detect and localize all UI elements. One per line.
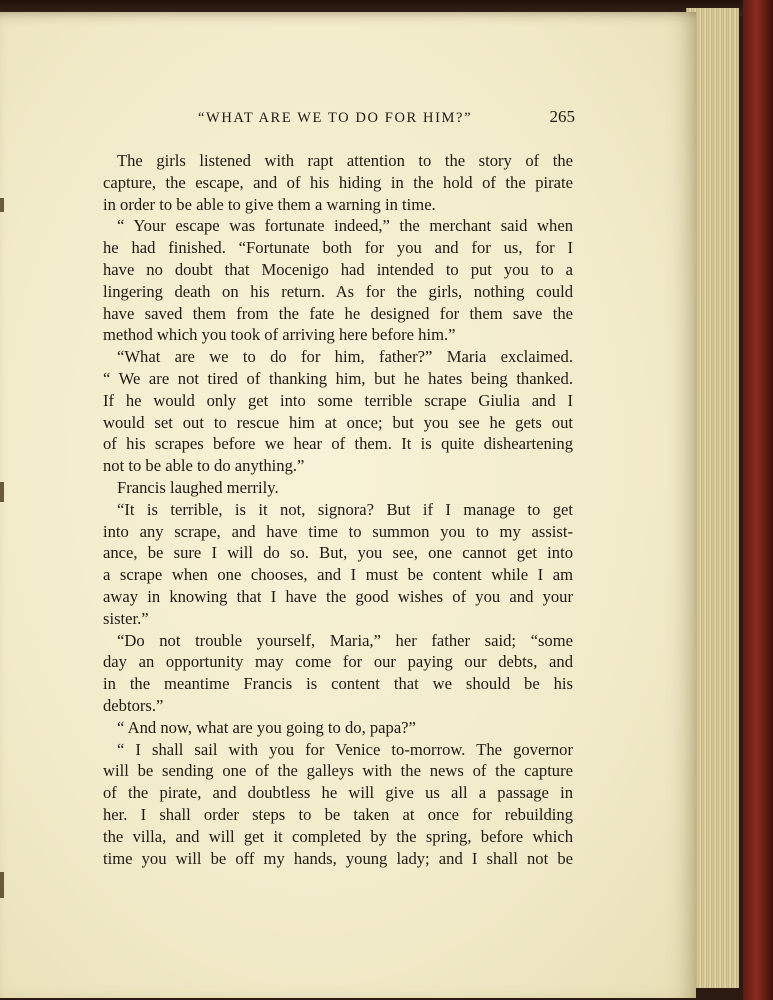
margin-mark: [0, 872, 4, 898]
text-line: in order to be able to give them a warning in time.: [103, 194, 436, 214]
text-line: in the meantime Francis is content that we should be his: [103, 674, 573, 694]
text-line: of the pirate, and doubtless he will give us all a passage in: [103, 783, 573, 803]
text-line: not to be able to do anything.”: [103, 456, 305, 476]
text-line: will be sending one of the galleys with the news of the capture: [103, 761, 573, 781]
text-line: ance, be sure I will do so. But, you see, one cannot get into: [103, 543, 573, 563]
running-head: [103, 104, 573, 134]
text-line: lingering death on his return. As for the girls, nothing could: [103, 281, 573, 301]
running-title: “WHAT ARE WE TO DO FOR HIM?”: [198, 110, 473, 126]
text-line: time you will be off my hands, young lady; and I shall not be: [103, 848, 573, 868]
text-line: The girls listened with rapt attention to the story of the: [117, 151, 573, 170]
text-line: the villa, and will get it completed by the spring, before which: [103, 826, 573, 846]
text-line: capture, the escape, and of his hiding in the hold of the pirate: [103, 172, 573, 192]
text-line: a scrape when one chooses, and I must be content while I am: [103, 565, 573, 585]
text-line: “Do not trouble yourself, Maria,” her father said; “some: [117, 630, 573, 650]
text-line: “ Your escape was fortunate indeed,” the merchant said when: [117, 216, 573, 236]
text-line: into any scrape, and have time to summon you to my assist-: [103, 521, 573, 541]
text-line: of his scrapes before we hear of them. It is quite disheartening: [103, 434, 573, 454]
book-cover-edge: [743, 0, 773, 1000]
text-line: method which you took of arriving here before him.”: [103, 325, 456, 345]
text-line: debtors.”: [103, 695, 164, 715]
text-line: have no doubt that Mocenigo had intended to put you to a: [103, 259, 573, 279]
margin-mark: [0, 198, 4, 212]
text-line: “ And now, what are you going to do, papa?”: [117, 717, 416, 737]
text-line: have saved them from the fate he designed for them save the: [103, 303, 573, 323]
text-line: her. I shall order steps to be taken at once for rebuilding: [103, 804, 573, 824]
page-number: 265: [549, 107, 575, 126]
text-line: sister.”: [103, 608, 149, 628]
text-line: would set out to rescue him at once; but you see he gets out: [103, 412, 573, 432]
text-line: “What are we to do for him, father?” Maria exclaimed.: [117, 347, 573, 367]
text-line: “ I shall sail with you for Venice to-morrow. The governor: [117, 739, 573, 759]
text-line: away in knowing that I have the good wishes of you and your: [103, 586, 573, 606]
text-line: day an opportunity may come for our paying our debts, and: [103, 652, 573, 672]
text-line: “ We are not tired of thanking him, but he hates being thanked.: [103, 368, 573, 388]
body-text: [103, 150, 573, 869]
margin-mark: [0, 482, 4, 502]
text-line: If he would only get into some terrible scrape Giulia and I: [103, 390, 573, 410]
text-line: he had finished. “Fortunate both for you and for us, for I: [103, 238, 573, 258]
text-line: Francis laughed merrily.: [117, 477, 279, 497]
text-line: “It is terrible, is it not, signora? But if I manage to get: [117, 499, 573, 519]
